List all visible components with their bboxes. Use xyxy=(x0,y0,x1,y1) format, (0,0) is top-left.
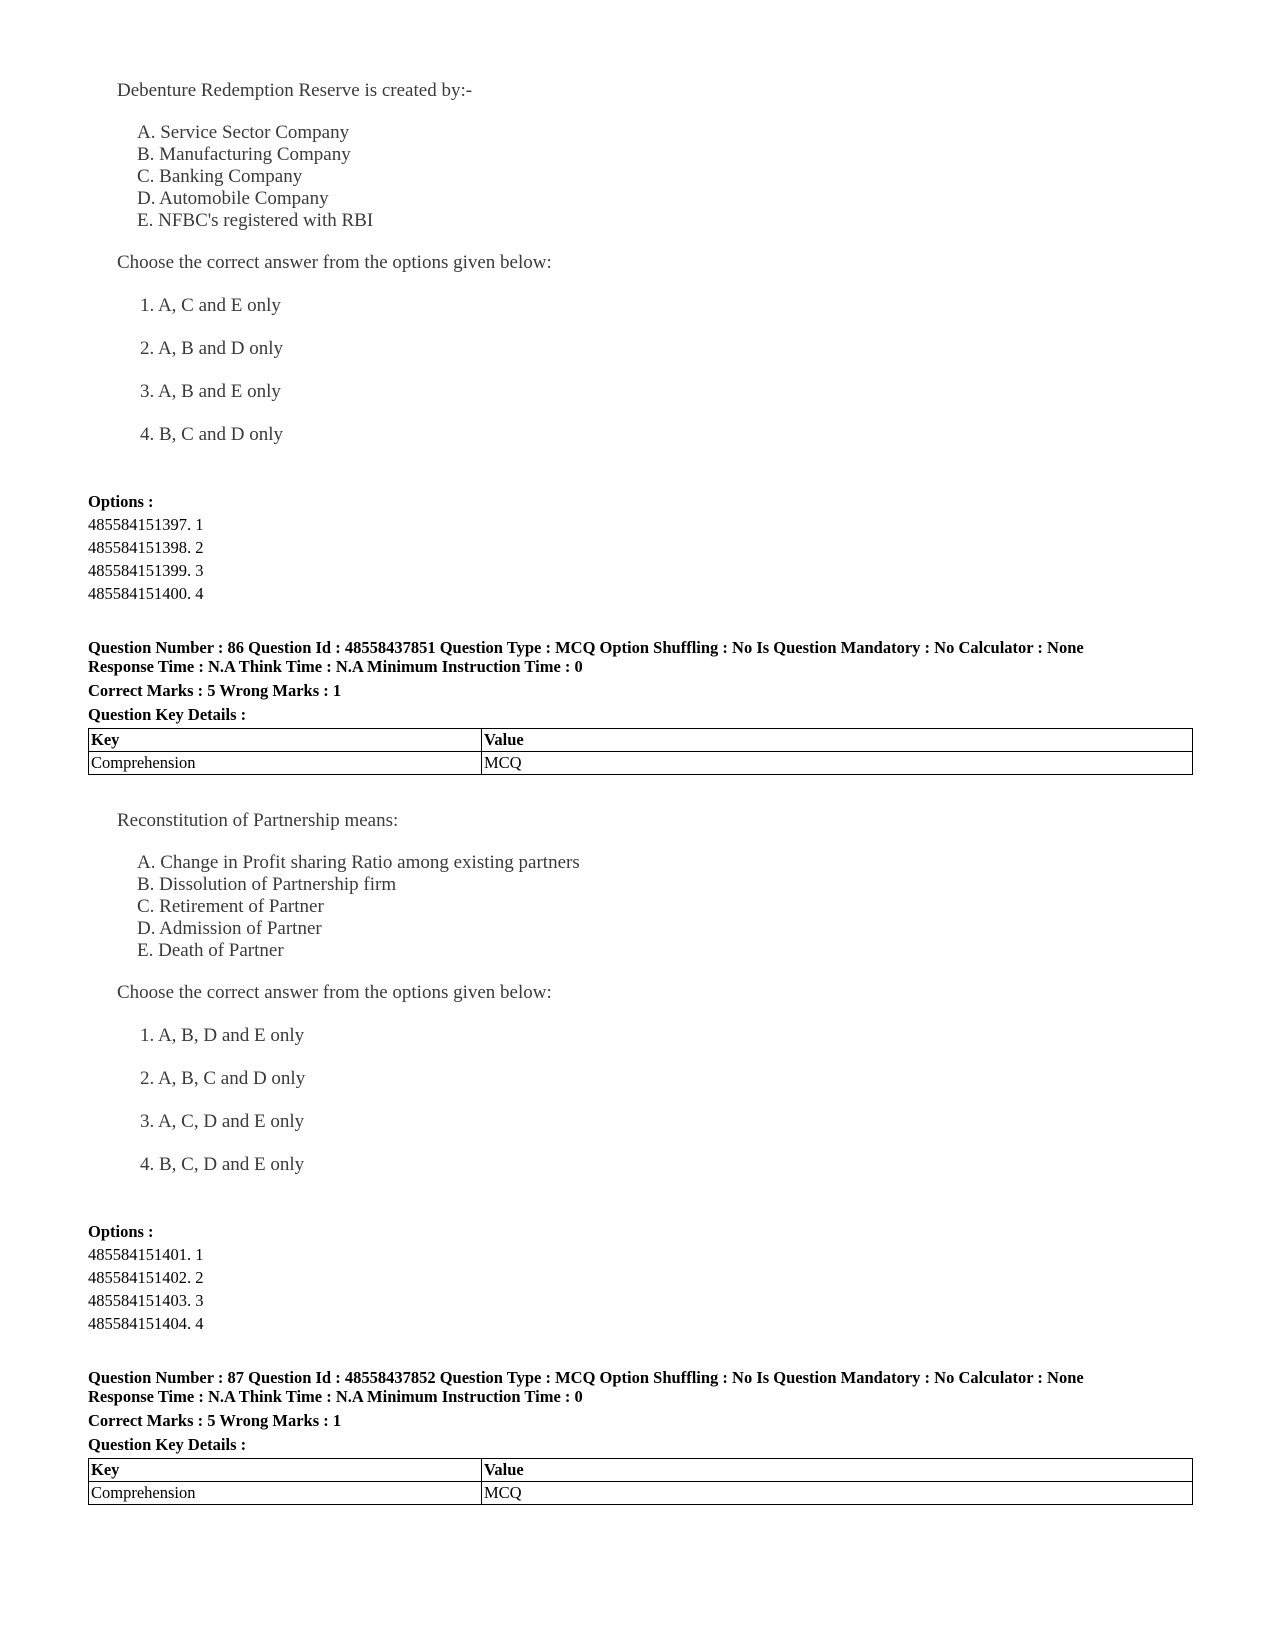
question-meta-line1: Question Number : 86 Question Id : 48558437851 Question Type : MCQ Option Shuffling : No Is Question Mandatory : No Calculator : None xyxy=(88,638,1084,657)
answer-2: 2. A, B, C and D only xyxy=(140,1068,306,1089)
option-line: 485584151399. 3 xyxy=(88,561,204,580)
question-marks: Correct Marks : 5 Wrong Marks : 1 xyxy=(88,681,342,700)
option-line: 485584151400. 4 xyxy=(88,584,204,603)
option-line: 485584151397. 1 xyxy=(88,515,204,534)
question-title: Reconstitution of Partnership means: xyxy=(117,810,399,831)
table-cell-key: Comprehension xyxy=(89,1482,482,1505)
statement-b: B. Dissolution of Partnership firm xyxy=(137,874,397,895)
answer-3: 3. A, B and E only xyxy=(140,381,281,402)
option-line: 485584151398. 2 xyxy=(88,538,204,557)
answer-4: 4. B, C, D and E only xyxy=(140,1154,305,1175)
statement-c: C. Retirement of Partner xyxy=(137,896,324,917)
table-header-row xyxy=(89,1459,1193,1482)
question-key-table xyxy=(88,728,1193,775)
question-86-image xyxy=(117,810,737,1200)
question-key-table xyxy=(88,1458,1193,1505)
table-header-row xyxy=(89,729,1193,752)
table-header-key: Key xyxy=(89,729,482,752)
answer-1: 1. A, B, D and E only xyxy=(140,1025,305,1046)
answer-3: 3. A, C, D and E only xyxy=(140,1111,305,1132)
table-cell-value: MCQ xyxy=(482,1482,1193,1505)
option-line: 485584151402. 2 xyxy=(88,1268,204,1287)
table-cell-key: Comprehension xyxy=(89,752,482,775)
question-key-details-label: Question Key Details : xyxy=(88,705,247,724)
options-label: Options : xyxy=(88,492,154,511)
options-label: Options : xyxy=(88,1222,154,1241)
question-meta-line2: Response Time : N.A Think Time : N.A Minimum Instruction Time : 0 xyxy=(88,1387,583,1406)
table-header-value: Value xyxy=(482,1459,1193,1482)
statement-e: E. Death of Partner xyxy=(137,940,284,961)
table-cell-value: MCQ xyxy=(482,752,1193,775)
statement-c: C. Banking Company xyxy=(137,166,303,187)
choose-instruction: Choose the correct answer from the options given below: xyxy=(117,252,552,273)
statement-e: E. NFBC's registered with RBI xyxy=(137,210,374,231)
option-line: 485584151404. 4 xyxy=(88,1314,204,1333)
option-line: 485584151401. 1 xyxy=(88,1245,204,1264)
option-line: 485584151403. 3 xyxy=(88,1291,204,1310)
table-header-value: Value xyxy=(482,729,1193,752)
question-key-details-label: Question Key Details : xyxy=(88,1435,247,1454)
table-header-key: Key xyxy=(89,1459,482,1482)
table-row xyxy=(89,1482,1193,1505)
question-title: Debenture Redemption Reserve is created by:- xyxy=(117,80,473,101)
answer-1: 1. A, C and E only xyxy=(140,295,281,316)
table-row xyxy=(89,752,1193,775)
question-85-image xyxy=(117,80,717,470)
question-marks: Correct Marks : 5 Wrong Marks : 1 xyxy=(88,1411,342,1430)
answer-2: 2. A, B and D only xyxy=(140,338,284,359)
statement-b: B. Manufacturing Company xyxy=(137,144,351,165)
question-meta-line2: Response Time : N.A Think Time : N.A Minimum Instruction Time : 0 xyxy=(88,657,583,676)
statement-d: D. Admission of Partner xyxy=(137,918,322,939)
choose-instruction: Choose the correct answer from the options given below: xyxy=(117,982,552,1003)
question-meta-line1: Question Number : 87 Question Id : 48558437852 Question Type : MCQ Option Shuffling : No Is Question Mandatory : No Calculator : None xyxy=(88,1368,1084,1387)
statement-a: A. Change in Profit sharing Ratio among existing partners xyxy=(137,852,580,873)
statement-a: A. Service Sector Company xyxy=(137,122,350,143)
answer-4: 4. B, C and D only xyxy=(140,424,284,445)
statement-d: D. Automobile Company xyxy=(137,188,329,209)
